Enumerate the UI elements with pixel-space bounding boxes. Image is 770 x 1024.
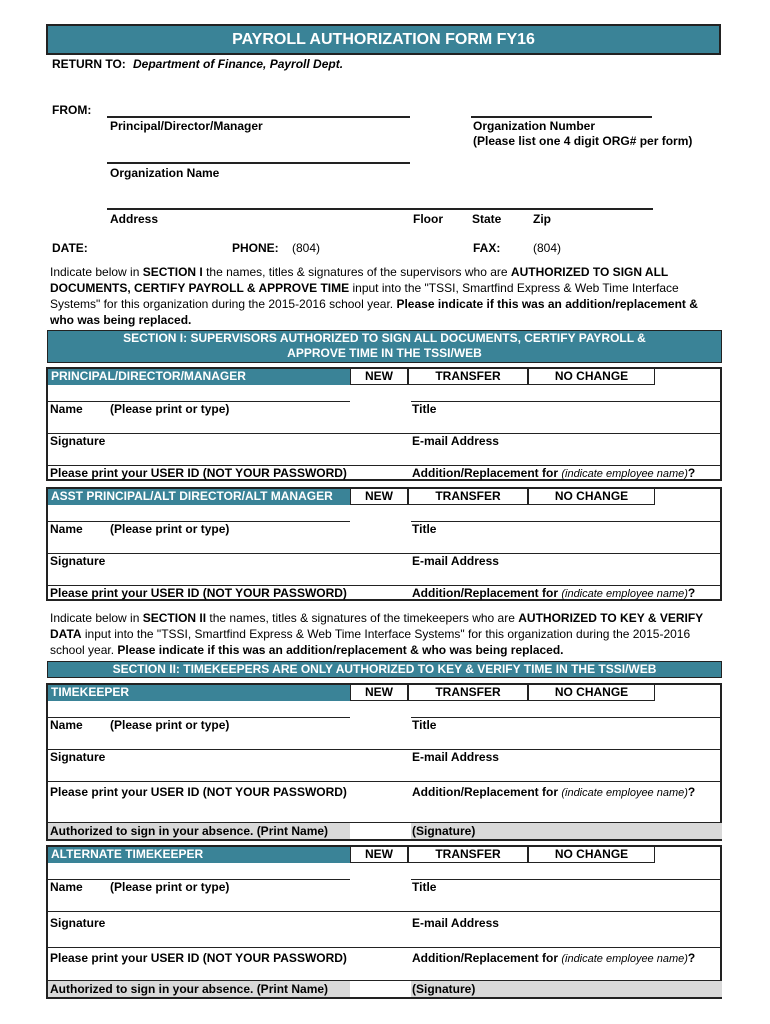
from-label: FROM: xyxy=(52,103,92,117)
status-no-change[interactable]: NO CHANGE xyxy=(528,369,655,385)
email-label: E-mail Address xyxy=(412,750,499,764)
org-name-label: Organization Name xyxy=(110,166,220,180)
org-name-field-line[interactable] xyxy=(107,162,410,164)
principal-field-line[interactable] xyxy=(107,116,410,118)
user-id-label: Please print your USER ID (NOT YOUR PASSWORD) xyxy=(50,466,347,480)
role-bar-asst: ASST PRINCIPAL/ALT DIRECTOR/ALT MANAGER xyxy=(48,489,351,505)
state-label: State xyxy=(472,212,502,226)
timekeeper-block xyxy=(46,683,722,841)
status-new[interactable]: NEW xyxy=(350,369,408,385)
name-label: Name xyxy=(50,402,83,416)
status-no-change[interactable]: NO CHANGE xyxy=(528,489,655,505)
floor-label: Floor xyxy=(413,212,443,226)
phone-label: PHONE: xyxy=(232,241,279,255)
title-label: Title xyxy=(412,522,437,536)
status-new[interactable]: NEW xyxy=(350,489,408,505)
role-bar-timekeeper: TIMEKEEPER xyxy=(48,685,351,701)
form-title: PAYROLL AUTHORIZATION FORM FY16 xyxy=(46,24,721,55)
signature-label: Signature xyxy=(50,434,106,448)
user-id-label: Please print your USER ID (NOT YOUR PASSWORD) xyxy=(50,586,347,600)
addition-label: Addition/Replacement for (indicate employee name)? xyxy=(412,951,696,965)
asst-principal-block xyxy=(46,487,722,601)
signature-label: Signature xyxy=(50,916,106,930)
print-or-type-label: (Please print or type) xyxy=(110,880,230,894)
email-label: E-mail Address xyxy=(412,434,499,448)
title-label: Title xyxy=(412,880,437,894)
addition-label: Addition/Replacement for (indicate employee name)? xyxy=(412,586,696,600)
signature-paren-label: (Signature) xyxy=(412,982,476,996)
print-or-type-label: (Please print or type) xyxy=(110,522,230,536)
org-number-field-line[interactable] xyxy=(471,116,652,118)
principal-block xyxy=(46,367,722,481)
phone-prefix: (804) xyxy=(292,241,321,255)
signature-label: Signature xyxy=(50,554,106,568)
status-transfer[interactable]: TRANSFER xyxy=(408,847,528,863)
status-transfer[interactable]: TRANSFER xyxy=(408,685,528,701)
org-number-label: Organization Number xyxy=(473,119,596,133)
absence-label: Authorized to sign in your absence. (Print Name) xyxy=(50,982,329,996)
email-label: E-mail Address xyxy=(412,916,499,930)
section2-instructions: Indicate below in SECTION II the names, titles & signatures of the timekeepers who are AUTHORIZED TO KEY & VERIFY DATA input into the "TSSI, Smartfind Express & Web Time Interface Systems" for this organization during the 2015-2016 school year. Please indicate if this was an addition/replacement & who was being replaced. xyxy=(50,611,703,657)
status-no-change[interactable]: NO CHANGE xyxy=(528,847,655,863)
fax-label: FAX: xyxy=(473,241,501,255)
date-label: DATE: xyxy=(52,241,88,255)
email-label: E-mail Address xyxy=(412,554,499,568)
alt-timekeeper-block xyxy=(46,845,722,999)
return-to-value: Department of Finance, Payroll Dept. xyxy=(133,57,344,71)
name-label: Name xyxy=(50,522,83,536)
status-new[interactable]: NEW xyxy=(350,685,408,701)
signature-paren-label: (Signature) xyxy=(412,824,476,838)
section2-header: SECTION II: TIMEKEEPERS ARE ONLY AUTHORIZED TO KEY & VERIFY TIME IN THE TSSI/WEB xyxy=(47,661,722,678)
addition-label: Addition/Replacement for (indicate employee name)? xyxy=(412,466,696,480)
section1-header: SECTION I: SUPERVISORS AUTHORIZED TO SIGN ALL DOCUMENTS, CERTIFY PAYROLL & APPROVE TIME IN THE TSSI/WEB xyxy=(47,330,722,363)
address-field-line[interactable] xyxy=(107,208,653,210)
status-no-change[interactable]: NO CHANGE xyxy=(528,685,655,701)
org-number-note: (Please list one 4 digit ORG# per form) xyxy=(473,134,693,148)
title-label: Title xyxy=(412,718,437,732)
address-label: Address xyxy=(110,212,159,226)
print-or-type-label: (Please print or type) xyxy=(110,718,230,732)
status-transfer[interactable]: TRANSFER xyxy=(408,489,528,505)
status-transfer[interactable]: TRANSFER xyxy=(408,369,528,385)
return-to-label: RETURN TO: xyxy=(52,57,126,71)
name-label: Name xyxy=(50,880,83,894)
section1-instructions: Indicate below in SECTION I the names, titles & signatures of the supervisors who are AUTHORIZED TO SIGN ALL DOCUMENTS, CERTIFY PAYROLL & APPROVE TIME input into the "TSSI, Smartfind Express & Web Time Interface Systems" for this organization during the 2015-2016 school year. Please indicate if this was an addition/replacement & who was being replaced. xyxy=(50,265,698,327)
title-label: Title xyxy=(412,402,437,416)
role-bar-alt-timekeeper: ALTERNATE TIMEKEEPER xyxy=(48,847,351,863)
print-or-type-label: (Please print or type) xyxy=(110,402,230,416)
user-id-label: Please print your USER ID (NOT YOUR PASSWORD) xyxy=(50,785,347,799)
role-bar-principal: PRINCIPAL/DIRECTOR/MANAGER xyxy=(48,369,351,385)
name-label: Name xyxy=(50,718,83,732)
absence-label: Authorized to sign in your absence. (Print Name) xyxy=(50,824,329,838)
principal-label: Principal/Director/Manager xyxy=(110,119,263,133)
signature-label: Signature xyxy=(50,750,106,764)
fax-prefix: (804) xyxy=(533,241,562,255)
user-id-label: Please print your USER ID (NOT YOUR PASSWORD) xyxy=(50,951,347,965)
status-new[interactable]: NEW xyxy=(350,847,408,863)
zip-label: Zip xyxy=(533,212,551,226)
addition-label: Addition/Replacement for (indicate employee name)? xyxy=(412,785,696,799)
